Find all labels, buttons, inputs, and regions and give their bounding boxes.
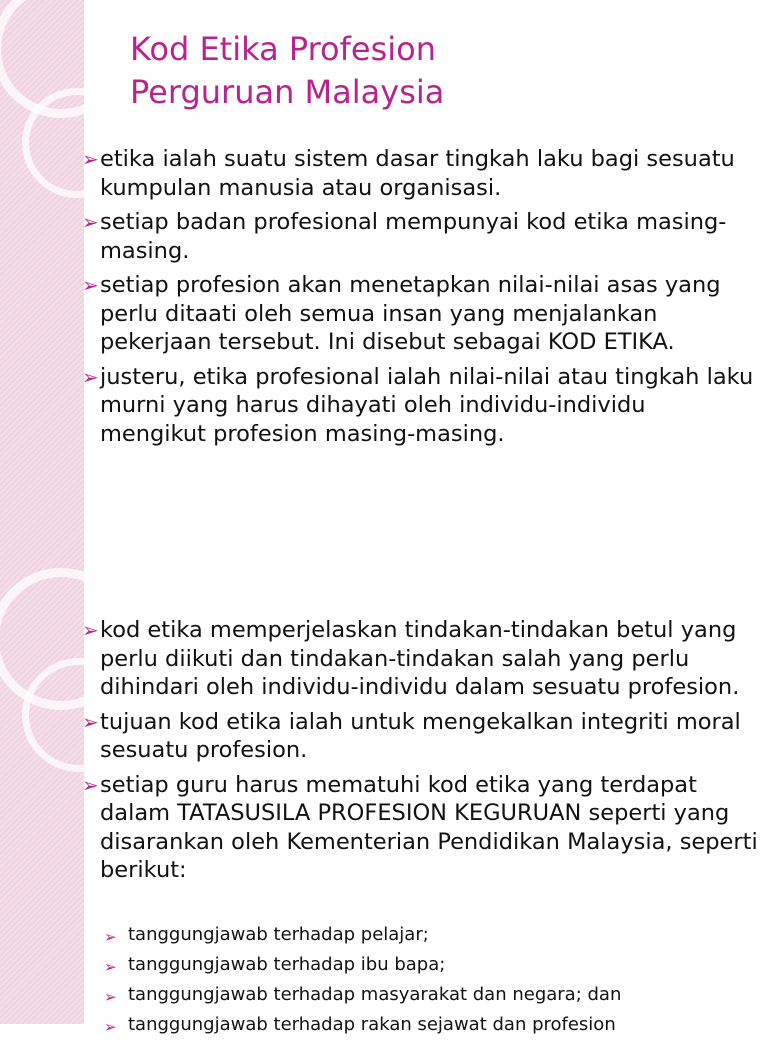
- decorative-side-band: [0, 0, 84, 578]
- arrow-bullet-icon: ➢: [104, 1018, 117, 1036]
- arrow-bullet-icon: ➢: [82, 709, 99, 734]
- list-item: ➢ tujuan kod etika ialah untuk mengekalkan integriti moral sesuatu profesion.: [82, 708, 741, 763]
- list-item: ➢ kod etika memperjelaskan tindakan-tindakan betul yang perlu diikuti dan tindakan-tindakan salah yang perlu dihindari oleh individu-individu dalam sesuatu profesion.: [82, 617, 740, 700]
- title-line-1: Kod Etika Profesion: [130, 30, 436, 68]
- list-item: ➢ etika ialah suatu sistem dasar tingkah laku bagi sesuatu kumpulan manusia atau organisasi.: [82, 146, 735, 201]
- slide-title: [130, 28, 444, 114]
- arrow-bullet-icon: ➢: [104, 928, 117, 946]
- arrow-bullet-icon: ➢: [104, 988, 117, 1006]
- decorative-side-band: [0, 578, 84, 1024]
- sub-list-item: ➢ tanggungjawab terhadap masyarakat dan negara; dan: [104, 983, 744, 1007]
- slide-2: [0, 578, 768, 1036]
- list-item: ➢ setiap badan profesional mempunyai kod etika masing-masing.: [82, 209, 727, 264]
- arrow-bullet-icon: ➢: [82, 273, 99, 297]
- sub-list-item: ➢ tanggungjawab terhadap pelajar;: [104, 923, 744, 947]
- arrow-bullet-icon: ➢: [82, 210, 99, 234]
- arrow-bullet-icon: ➢: [82, 618, 99, 642]
- sub-bullet-list: [104, 923, 744, 1043]
- bullet-list: [82, 616, 758, 891]
- arrow-bullet-icon: ➢: [82, 772, 99, 797]
- bullet-list: [82, 145, 758, 454]
- list-item: ➢ justeru, etika profesional ialah nilai-nilai atau tingkah laku murni yang harus dihayati oleh individu-individu mengikut profesion masing-masing.: [82, 363, 754, 447]
- list-item: ➢ setiap profesion akan menetapkan nilai-nilai asas yang perlu ditaati oleh semua insan yang menjalankan pekerjaan tersebut. Ini disebut sebagai KOD ETIKA.: [82, 272, 721, 355]
- sub-list-item: ➢ tanggungjawab terhadap ibu bapa;: [104, 953, 744, 977]
- arrow-bullet-icon: ➢: [104, 958, 117, 976]
- list-item: ➢ setiap guru harus mematuhi kod etika yang terdapat dalam TATASUSILA PROFESION KEGURUAN seperti yang disarankan oleh Kementerian Pendidikan Malaysia, seperti berikut:: [82, 771, 758, 883]
- sub-list-item: ➢ tanggungjawab terhadap rakan sejawat dan profesion: [104, 1013, 744, 1037]
- title-line-2: Perguruan Malaysia: [130, 73, 445, 111]
- arrow-bullet-icon: ➢: [82, 147, 99, 171]
- arrow-bullet-icon: ➢: [82, 364, 99, 389]
